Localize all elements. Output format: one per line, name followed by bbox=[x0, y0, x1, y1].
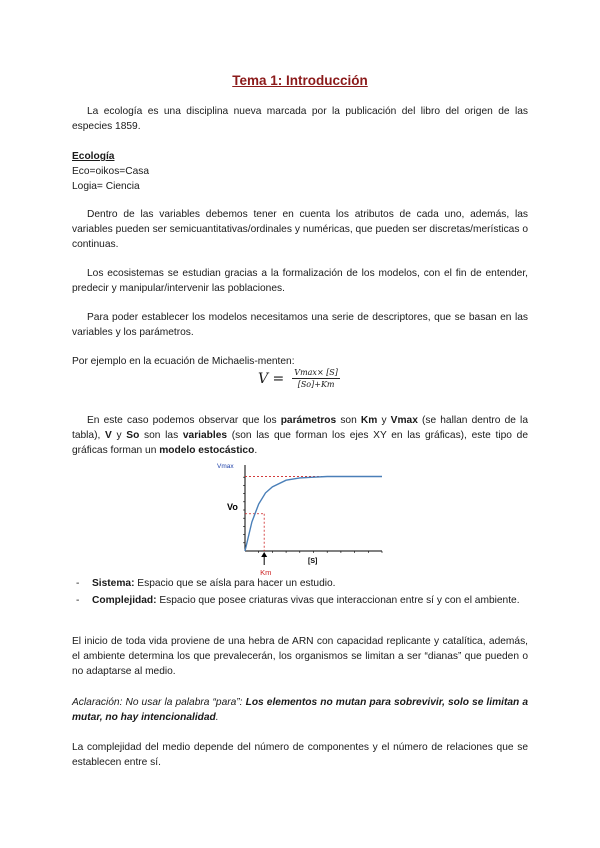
formula-numerator: Vmax× [S] bbox=[294, 368, 338, 377]
aclaracion-paragraph bbox=[72, 695, 528, 725]
bullet-text: Espacio que posee criaturas vivas que interaccionan entre sí y con el ambiente. bbox=[156, 595, 520, 606]
ecosistemas-paragraph: Los ecosistemas se estudian gracias a la formalización de los modelos, con el fin de entender, predecir y manipular/intervenir las poblaciones. bbox=[72, 268, 528, 294]
caso-text-8: . bbox=[254, 445, 258, 456]
km-arrow-head bbox=[261, 552, 267, 557]
caso-text-2: son bbox=[336, 415, 361, 426]
ecologia-heading: Ecología bbox=[72, 151, 115, 162]
caso-text-6: son las bbox=[139, 430, 183, 441]
ecologia-line-2: Logia= Ciencia bbox=[72, 181, 140, 192]
aclaracion-prefix: Aclaración: No usar la palabra “para”: bbox=[72, 697, 246, 708]
km-label: Km bbox=[260, 568, 272, 577]
bullet-dash: - bbox=[76, 595, 80, 606]
caso-bold-modelo: modelo estocástico bbox=[159, 445, 255, 456]
caso-bold-km: Km bbox=[360, 415, 378, 426]
formula-lhs: V = bbox=[258, 370, 285, 387]
ecologia-line-1: Eco=oikos=Casa bbox=[72, 166, 150, 177]
caso-bold-v: V bbox=[105, 430, 112, 441]
caso-text-1: En este caso podemos observar que los bbox=[87, 415, 281, 426]
michaelis-menten-chart bbox=[217, 459, 387, 579]
aclaracion-bold: Los elementos no mutan para sobrevivir, solo se limitan a mutar, no hay intencionalidad bbox=[72, 697, 528, 723]
aclaracion-suffix: . bbox=[215, 712, 219, 723]
caso-paragraph bbox=[72, 413, 528, 458]
bullet-term: Complejidad: bbox=[92, 595, 157, 606]
caso-text-5: y bbox=[111, 430, 127, 441]
bullet-dash: - bbox=[76, 578, 80, 589]
x-axis-label: [S] bbox=[308, 558, 318, 565]
caso-text-3: y bbox=[377, 415, 391, 426]
michaelis-menten-formula bbox=[258, 368, 340, 389]
bullet-sistema bbox=[72, 576, 528, 591]
page-title: Tema 1: Introducción bbox=[232, 73, 368, 88]
caso-bold-so: So bbox=[126, 430, 140, 441]
example-intro: Por ejemplo en la ecuación de Michaelis-menten: bbox=[72, 356, 295, 367]
caso-bold-vmax: Vmax bbox=[390, 415, 418, 426]
caso-text-4: (se hallan dentro de la tabla), bbox=[72, 415, 528, 441]
series-curve bbox=[245, 477, 382, 552]
definitions-list bbox=[72, 576, 528, 610]
caso-bold-variables: variables bbox=[182, 430, 228, 441]
arn-paragraph: El inicio de toda vida proviene de una hebra de ARN con capacidad replicante y catalítica, además, el ambiente determina los que prevalecerán, los organismos se limitan a ser “dianas” que pueden o no adaptarse al medio. bbox=[72, 636, 528, 677]
modelos-paragraph: Para poder establecer los modelos necesitamos una serie de descriptores, que se basan en las variables y los parámetros. bbox=[72, 312, 528, 338]
formula-denominator: [So]+Km bbox=[297, 380, 335, 389]
caso-text-7: (son las que forman los ejes XY en las gráficas), este tipo de gráficas forman un bbox=[72, 430, 528, 456]
variables-paragraph: Dentro de las variables debemos tener en cuenta los atributos de cada uno, además, las variables pueden ser semicuantitativas/ordinales y numéricas, que pueden ser discretas/merísticas o continuas. bbox=[72, 209, 528, 250]
bullet-complejidad bbox=[72, 593, 528, 608]
caso-bold-parametros: parámetros bbox=[280, 415, 337, 426]
bullet-text: Espacio que se aísla para hacer un estudio. bbox=[134, 578, 336, 589]
formula-fraction bbox=[292, 368, 340, 389]
complejidad-paragraph: La complejidad del medio depende del número de componentes y el número de relaciones que se establecen entre sí. bbox=[72, 742, 528, 768]
vmax-label: Vmax bbox=[217, 463, 234, 470]
y-axis-label: Vo bbox=[227, 502, 238, 512]
bullet-term: Sistema: bbox=[92, 578, 135, 589]
intro-paragraph: La ecología es una disciplina nueva marcada por la publicación del libro del origen de las especies 1859. bbox=[72, 106, 528, 132]
